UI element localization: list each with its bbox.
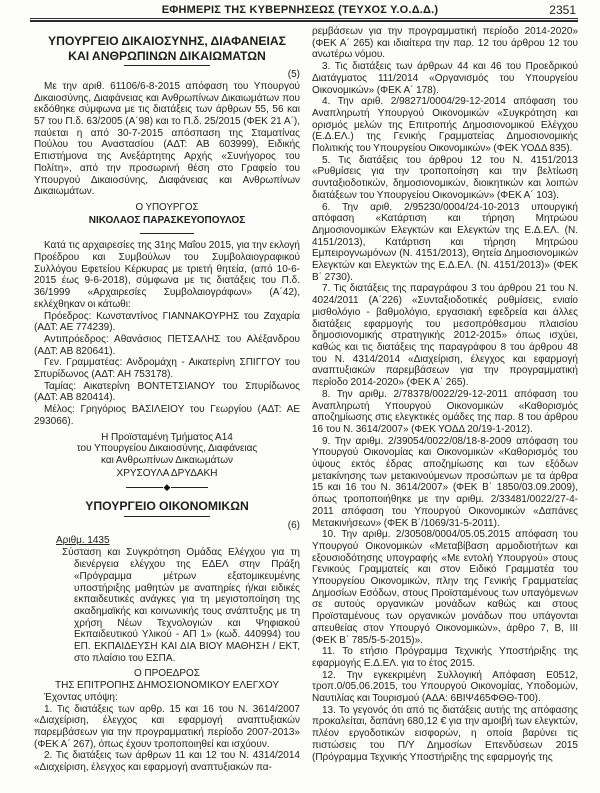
signatory-role: Ο ΥΠΟΥΡΓΟΣ <box>135 201 199 213</box>
right-column <box>312 26 578 774</box>
signatory-name: ΝΙΚΟΛΑΟΣ ΠΑΡΑΣΚΕΥΟΠΟΥΛΟΣ <box>88 214 246 226</box>
body-paragraph: Πρόεδρος: Κωνσταντίνος ΓΙΑΝΝΑΚΟΥΡΗΣ του Ζαχαρία (ΑΔΤ: ΑΕ 774239). <box>34 310 300 334</box>
separator-line <box>171 487 208 488</box>
signatory-name: ΧΡΥΣΟΥΛΑ ΔΡΥΔΑΚΗ <box>116 467 218 479</box>
separator-line <box>126 487 163 488</box>
document-body <box>34 26 578 774</box>
centered-line: του Υπουργείου Δικαιοσύνης, Διαφάνειας <box>76 443 258 455</box>
centered-line: Ο ΠΡΟΕΔΡΟΣ <box>133 668 200 680</box>
decision-subject: Σύσταση και Συγκρότηση Ομάδας Ελέγχου για τη διενέργεια ελέγχου της ΕΔΕΛ στην Πράξη «Πρόγραμμα μέτρων εξατομικευμένης υποστήριξης μαθητών με αναπηρίες ή/και ειδικές εκπαιδευτικές ανάγκες για τη μεγιστοποίηση της ακαδημαϊκής και κοινωνικής τους ανάπτυξης με τη χρήση Νέων Τεχνολογιών και Ψηφιακού Εκπαιδευτικού Υλικού - ΑΠ 1» (κωδ. 440994) του ΕΠ. ΕΚΠΑΙΔΕΥΣΗ ΚΑΙ ΔΙΑ ΒΙΟΥ ΜΑΘΗΣΗ / ΕΚΤ, στο πλαίσιο του ΕΣΠΑ. <box>62 547 300 664</box>
page-number: 2351 <box>549 3 576 17</box>
item-number-marker: (6) <box>287 519 300 531</box>
ministry-title: ΥΠΟΥΡΓΕΙΟ ΟΙΚΟΝΟΜΙΚΩΝ <box>36 499 298 517</box>
centered-block <box>34 432 300 467</box>
body-paragraph: 3. Τις διατάξεις των άρθρων 44 και 46 του Προεδρικού Διατάγματος 111/2014 «Οργανισμός του Υπουργείου Οικονομικών» (ΦΕΚ Α΄ 178). <box>312 61 578 96</box>
body-paragraph: Αντιπρόεδρος: Αθανάσιος ΠΕΤΣΑΛΗΣ του Αλέξανδρου (ΑΔΤ: ΑΒ 820641). <box>34 333 300 357</box>
centered-line: Η Προϊσταμένη Τμήματος Α14 <box>101 431 233 443</box>
left-column <box>34 26 300 774</box>
item-number-marker: (5) <box>287 69 300 81</box>
body-paragraph: Κατά τις αρχαιρεσίες της 31ης Μαΐου 2015, για την εκλογή Προέδρου και Συμβούλων του Συμβολαιογραφικού Συλλόγου Εφετείου Κέρκυρας με τριετή θητεία, (από 10-6-2015 έως 9-6-2018), σύμφωνα με τις διατάξεις του Π.δ. 36/1999 «Αρχαιρεσίες Συμβολαιογράφων» (Α΄42), εκλέχθηκαν οι κάτωθι: <box>34 240 300 310</box>
ministry-title: ΥΠΟΥΡΓΕΙΟ ΔΙΚΑΙΟΣΥΝΗΣ, ΔΙΑΦΑΝΕΙΑΣ ΚΑΙ ΑΝΘΡΩΠΙΝΩΝ ΔΙΚΑΙΩΜΑΤΩΝ <box>36 34 298 66</box>
separator-rule <box>140 233 194 234</box>
diamond-icon: ◆ <box>163 482 171 493</box>
body-paragraph: 7. Τις διατάξεις της παραγράφου 3 του άρθρου 21 του Ν. 4024/2011 (Α΄226) «Συνταξιοδοτικές ρυθμίσεις, ενιαίο μισθολόγιο - βαθμολόγιο, εργασιακή εφεδρεία και άλλες διατάξεις εφαρμογής του μεσοπρόθεσμου πλαισίου δημοσιονομικής στρατηγικής 2012-2015» όπως ισχύει, καθώς και τις διατάξεις της παραγράφου 8 του άρθρου 48 του Ν. 4314/2014 «Διαχείριση, έλεγχος και εφαρμογή αναπτυξιακών παρεμβάσεων για την προγραμματική περίοδο 2014-2020» (ΦΕΚ Α΄ 265). <box>312 283 578 389</box>
body-paragraph: 8. Την αριθμ. 2/78378/0022/29-12-2011 απόφαση του Αναπληρωτή Υπουργού Οικονομικών «Καθορισμός αποζημίωσης στις ελεγκτικές ομάδες της παρ. 8 του άρθρου 16 του Ν. 3614/2007» (ΦΕΚ ΥΟΔΔ 20/19-1-2012). <box>312 388 578 435</box>
centered-line: ΤΗΣ ΕΠΙΤΡΟΠΗΣ ΔΗΜΟΣΙΟΝΟΜΙΚΟΥ ΕΛΕΓΧΟΥ <box>54 680 280 692</box>
centered-block <box>34 668 300 691</box>
decision-number: Αριθμ. 1435 <box>56 534 110 546</box>
body-paragraph: 9. Την αριθμ. 2/39054/0022/08/18-8-2009 απόφαση του Υπουργού Οικονομίας και Οικονομικών «Καθορισμός του ύψους εκτός έδρας αποζημίωσης και των εξόδων μετακίνησης των μετακινούμενων προσώπων με τα άρθρα 15 και 16 του Ν. 3614/2007» (ΦΕΚ Β΄ 1850/03.09.2009), όπως τροποποιήθηκε με την αριθμ. 2/33481/0022/27-4-2011 απόφαση του Υπουργού Οικονομικών «Δαπάνες Μετακινήσεων» (ΦΕΚ Β΄/1069/31-5-2011). <box>312 435 578 529</box>
body-paragraph: 5. Τις διατάξεις του άρθρου 12 του Ν. 4151/2013 «Ρυθμίσεις για την τροποποίηση και την βελτίωση συνταξιοδοτικών, δημοσιονομικών, διοικητικών και λοιπών διατάξεων του Υπουργείου Οικονομικών» (ΦΕΚ Α΄ 103). <box>312 154 578 201</box>
body-paragraph: 4. Την αριθ. 2/98271/0004/29-12-2014 απόφαση του Αναπληρωτή Υπουργού Οικονομικών «Συγκρότηση και ορισμός μελών της Επιτροπής Δημοσιονομικού Ελέγχου (Ε.Δ.ΕΛ.) της Γενικής Γραμματείας Δημοσιονομικής Πολιτικής του Υπουργείου Οικονομικών» (ΦΕΚ ΥΟΔΔ 835). <box>312 96 578 155</box>
body-paragraph: 10. Την αριθμ. 2/30508/0004/05.05.2015 απόφαση του Υπουργού Οικονομικών «Μεταβίβαση αρμοδιοτήτων και εξουσιοδότησης υπογραφής «Με εντολή Υπουργού» στους Γενικούς Γραμματείς και στον Ειδικό Γραμματέα του Υπουργείου Οικονομικών, πλην της Γενικής Γραμματείας Δημοσίων Εσόδων, στους Προϊσταμένους των υπαγόμενων σε αυτούς οργανικών μονάδων καθώς και στους Προϊσταμένους των οργανικών μονάδων που υπάγονται απευθείας στον Υπουργό Οικονομικών», άρθρο 7, Β, ΙΙΙ (ΦΕΚ Β΄ 785/5-5-2015)». <box>312 529 578 646</box>
body-paragraph: 13. Το γεγονός ότι από τις διατάξεις αυτής της απόφασης προκαλείται, δαπάνη 680,12 € για την αμοιβή των ελεγκτών, πλέον εργοδοτικών εισφορών, η οποία βαρύνει τις πιστώσεις του Π/Υ Δημοσίων Επενδύσεων 2015 (Πρόγραμμα Τεχνικής Υποστήριξης της εφαρμογής της <box>312 704 578 763</box>
body-paragraph-continued: ρεμβάσεων για την προγραμματική περίοδο 2014-2020» (ΦΕΚ Α΄ 265) και ιδιαίτερα την παρ. 12 του άρθρου 12 του ανωτέρω νόμου. <box>312 26 578 61</box>
body-paragraph: 2. Τις διατάξεις των άρθρων 11 και 12 του Ν. 4314/2014 «Διαχείριση, έλεγχος και εφαρμογή αναπτυξιακών πα- <box>34 750 300 774</box>
body-paragraph: Ταμίας: Αικατερίνη ΒΟΝΤΕΤΣΙΑΝΟΥ του Σπυρίδωνος (ΑΔΤ: ΑΒ 820414). <box>34 380 300 404</box>
section-separator <box>34 484 300 491</box>
centered-line: και Ανθρωπίνων Δικαιωμάτων <box>100 454 234 466</box>
body-paragraph: 1. Τις διατάξεις των αρθρ. 15 και 16 του Ν. 3614/2007 «Διαχείριση, έλεγχος και εφαρμογή αναπτυξιακών παρεμβάσεων για την προγραμματική περίοδο 2007-2013» (ΦΕΚ Α΄ 267), όπως έχουν τροποποιηθεί και ισχύουν. <box>34 703 300 750</box>
body-paragraph: Έχοντας υπόψη: <box>44 691 118 703</box>
body-paragraph: 11. Το ετήσιο Πρόγραμμα Τεχνικής Υποστήριξης της εφαρμογής Ε.Δ.ΕΛ. για το έτος 2015. <box>312 646 578 669</box>
body-paragraph: Με την αριθ. 61106/6-8-2015 απόφαση του Υπουργού Δικαιοσύνης, Διαφάνειας και Ανθρωπίνων Δικαιωμάτων που εκδόθηκε σύμφωνα με τις διατάξεις των άρθρων 55, 56 και 57 του Π.δ. 63/2005 (Α΄98) και το Π.δ. 25/2015 (ΦΕΚ 21 Α΄), παύεται η από 30-7-2015 απόσπαση της Σταματίνας Πούλου του Αναστασίου (ΑΔΤ: ΑΒ 603999), Ειδικής Επιστήμονα της Ανεξάρτητης Αρχής «Συνήγορος του Πολίτη», από την προσωρινή θέση στο Γραφείο του Υπουργού Δικαιοσύνης, Διαφάνειας και Ανθρωπίνων Δικαιωμάτων. <box>34 80 300 198</box>
body-paragraph: Μέλος: Γρηγόριος ΒΑΣΙΛΕΙΟΥ του Γεωργίου (ΑΔΤ: ΑΕ 293066). <box>34 404 300 427</box>
body-paragraph: Γεν. Γραμματέας: Ανδρομάχη - Αικατερίνη ΣΠΙΓΓΟΥ του Σπυρίδωνος (ΑΔΤ: ΑΗ 753178). <box>34 357 300 381</box>
body-paragraph: 6. Την αριθ. 2/95230/0004/24-10-2013 υπουργική απόφαση «Κατάρτιση και τήρηση Μητρώου Δημοσιονομικών Ελεγκτών και Ελεγκτών της Ε.Δ.ΕΛ. (Ν. 4151/2013), Κατάρτιση και τήρηση Μητρώου Εμπειρογνωμόνων (Ν. 4151/2013), Θητεία Δημοσιονομικών Ελεγκτών και Ελεγκτών της Ε.Δ.ΕΛ. (Ν. 4151/2013)» (ΦΕΚ Β΄ 2730). <box>312 201 578 283</box>
body-paragraph: 12. Την εγκεκριμένη Συλλογική Απόφαση Ε0512, τροπ.0/05.06.2015, του Υπουργού Οικονομίας, Υποδομών, Ναυτιλίας και Τουρισμού (ΑΔΑ: 6ΒΙΨ465ΦΘΘ-Τ00). <box>312 669 578 705</box>
header-rule <box>30 18 578 22</box>
gazette-header-title: ΕΦΗΜΕΡΙΣ ΤΗΣ ΚΥΒΕΡΝΗΣΕΩΣ (ΤΕΥΧΟΣ Υ.Ο.Δ.Δ.) <box>161 4 439 16</box>
